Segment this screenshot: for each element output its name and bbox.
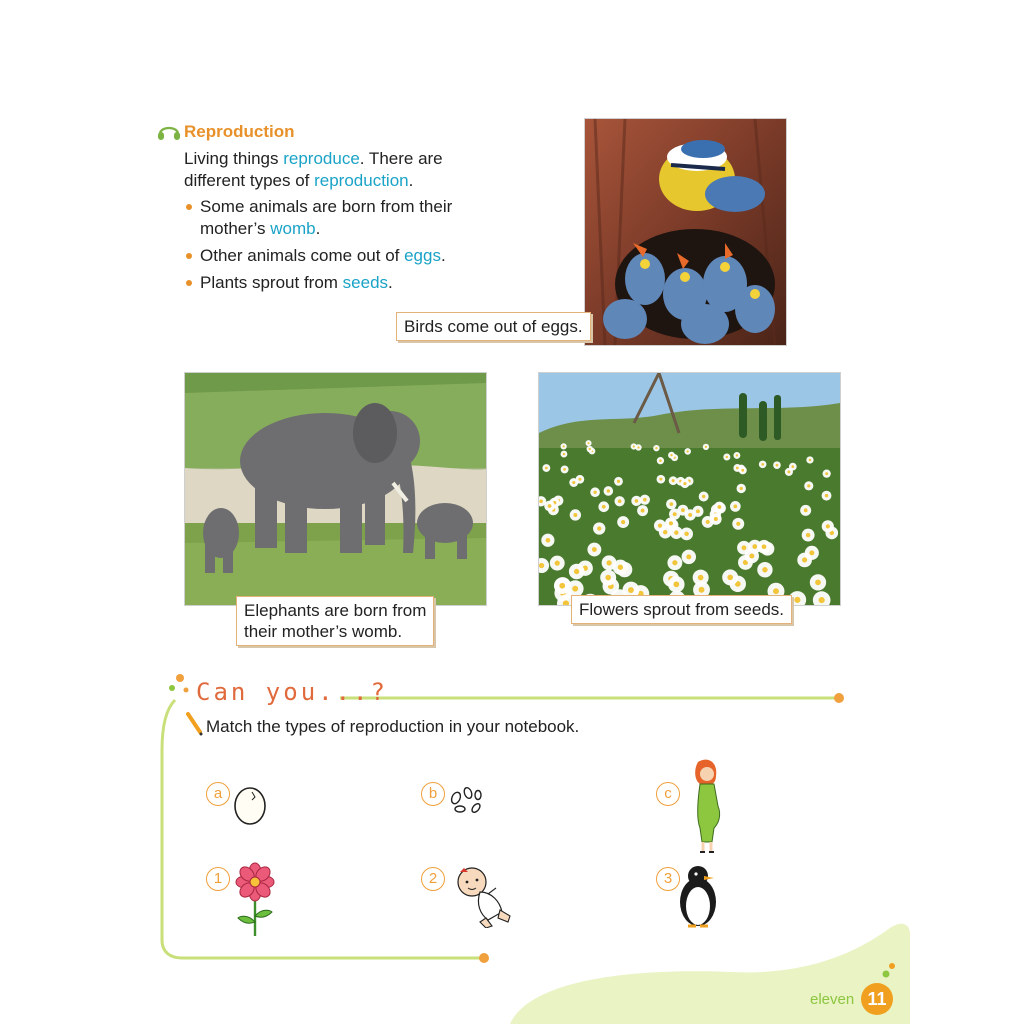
bullet-item — [184, 272, 484, 294]
daisy-center — [791, 465, 794, 468]
bullet-text: . — [440, 246, 446, 265]
daisy-center — [702, 495, 705, 498]
daisy-center — [635, 499, 639, 503]
daisy-center — [563, 445, 565, 447]
daisy-center — [787, 470, 790, 473]
daisy-center — [741, 469, 744, 472]
daisy-center — [573, 513, 577, 517]
penguin-icon — [676, 864, 720, 930]
pencil-icon — [186, 712, 204, 736]
daisy-center — [804, 508, 808, 512]
bullet-text: Other animals come out of — [200, 246, 405, 265]
daisy-center — [726, 456, 728, 458]
daisy-center — [563, 468, 566, 471]
keyword-eggs: eggs — [404, 246, 441, 265]
daisy-center — [602, 505, 606, 509]
daisy-center — [628, 587, 634, 593]
seeds-icon — [448, 786, 486, 814]
flower-icon — [232, 862, 278, 938]
daisy-center — [733, 505, 737, 509]
daisy-center — [637, 446, 639, 448]
option-2-label: 2 — [421, 867, 445, 891]
daisy-center — [776, 464, 779, 467]
intro-paragraph — [184, 148, 474, 192]
daisy-center — [669, 521, 673, 525]
bullet-list — [184, 196, 484, 299]
daisy-center — [589, 448, 591, 450]
intro-text: Living things — [184, 149, 284, 168]
daisy-center — [674, 530, 678, 534]
daisy-center — [574, 569, 579, 574]
daisy-center — [621, 520, 625, 524]
keyword-womb: womb — [270, 219, 316, 238]
daisy-center — [688, 513, 692, 517]
daisy-center — [802, 557, 807, 562]
daisy-center — [736, 467, 739, 470]
daisy-center — [819, 597, 825, 603]
daisy-center — [663, 530, 667, 534]
daisy-center — [815, 580, 821, 586]
birds-caption: Birds come out of eggs. — [396, 312, 591, 341]
daisy-center — [809, 550, 814, 555]
activity-instruction: Match the types of reproduction in your notebook. — [206, 717, 580, 736]
daisy-center — [659, 478, 662, 481]
daisy-center — [825, 494, 828, 497]
daisy-center — [807, 484, 810, 487]
elephants-caption-line: their mother’s womb. — [244, 622, 403, 641]
egg-icon — [232, 782, 268, 826]
daisy-center — [548, 504, 552, 508]
daisy-center — [749, 554, 754, 559]
daisy-center — [681, 508, 685, 512]
daisy-center — [587, 442, 589, 444]
headphones-icon[interactable] — [157, 120, 181, 142]
daisy-center — [717, 505, 721, 509]
daisy-center — [607, 489, 610, 492]
daisy-center — [669, 502, 673, 506]
daisy-center — [826, 524, 830, 528]
bullet-item — [184, 196, 484, 240]
daisy-center — [794, 597, 800, 603]
daisy-center — [699, 587, 705, 593]
daisy-center — [706, 520, 710, 524]
elephants-caption — [236, 596, 434, 646]
daisy-center — [539, 563, 544, 568]
option-b-label: b — [421, 782, 445, 806]
daisy-center — [670, 454, 672, 456]
baby-icon — [452, 862, 514, 928]
daisy-center — [539, 499, 543, 503]
daisy-center — [559, 583, 565, 589]
daisy-center — [643, 498, 647, 502]
bullet-text: Some animals are born from their mother’s — [200, 197, 453, 238]
daisy-center — [727, 575, 733, 581]
page-word: eleven — [810, 991, 855, 1008]
daisy-center — [714, 517, 718, 521]
daisy-center — [578, 478, 581, 481]
bullet-text: Plants sprout from — [200, 273, 343, 292]
option-1-label: 1 — [206, 867, 230, 891]
daisy-center — [761, 463, 764, 466]
bullet-text: . — [315, 219, 321, 238]
option-c-label: c — [656, 782, 680, 806]
daisy-center — [687, 450, 689, 452]
daisy-center — [593, 491, 596, 494]
daisy-center — [686, 554, 691, 559]
keyword-seeds: seeds — [342, 273, 389, 292]
daisy-center — [752, 544, 757, 549]
option-3-label: 3 — [656, 867, 680, 891]
daisy-center — [740, 487, 743, 490]
daisy-center — [705, 446, 707, 448]
bullet-text: . — [388, 273, 393, 292]
daisy-center — [597, 526, 601, 530]
page-number: 11 — [861, 983, 893, 1015]
daisy-center — [672, 560, 677, 565]
daisy-center — [618, 499, 622, 503]
daisy-center — [572, 481, 575, 484]
keyword-reproduction: reproduction — [314, 171, 409, 190]
daisy-center — [696, 509, 700, 513]
footer-dots — [878, 960, 902, 984]
daisy-center — [762, 544, 767, 549]
daisy-center — [684, 532, 688, 536]
elephants-photo — [184, 372, 487, 606]
daisy-center — [641, 509, 645, 513]
flowers-caption: Flowers sprout from seeds. — [571, 595, 792, 624]
daisy-center — [655, 447, 657, 449]
elephants-caption-line: Elephants are born from — [244, 601, 427, 620]
daisy-center — [605, 575, 611, 581]
daisy-center — [698, 575, 704, 581]
daisy-center — [806, 533, 810, 537]
daisy-center — [825, 472, 828, 475]
daisy-center — [555, 561, 560, 566]
daisy-center — [673, 512, 677, 516]
daisy-center — [736, 454, 738, 456]
daisy-center — [563, 453, 565, 455]
daisy-center — [742, 545, 747, 550]
daisy-center — [617, 480, 620, 483]
birds-photo — [584, 118, 787, 346]
keyword-reproduce: reproduce — [283, 149, 360, 168]
section-title: Reproduction — [184, 122, 295, 141]
daisy-center — [773, 588, 779, 594]
daisy-center — [592, 547, 597, 552]
daisy-center — [572, 586, 578, 592]
bullet-item — [184, 245, 484, 267]
daisy-center — [659, 459, 662, 462]
intro-text: . There are different types of — [184, 149, 443, 190]
pregnant-woman-icon — [688, 758, 728, 854]
daisy-center — [762, 567, 767, 572]
daisy-center — [606, 560, 611, 565]
daisy-center — [546, 538, 551, 543]
daisy-center — [809, 459, 812, 462]
intro-text: . — [408, 171, 414, 190]
daisy-center — [736, 522, 740, 526]
daisy-center — [658, 523, 662, 527]
daisy-center — [683, 482, 686, 485]
flowers-photo — [538, 372, 841, 606]
daisy-center — [545, 467, 548, 470]
option-a-label: a — [206, 782, 230, 806]
daisy-center — [673, 581, 679, 587]
activity-title: Can you...? — [196, 678, 388, 706]
daisy-center — [618, 565, 623, 570]
daisy-center — [633, 445, 635, 447]
daisy-center — [672, 479, 675, 482]
